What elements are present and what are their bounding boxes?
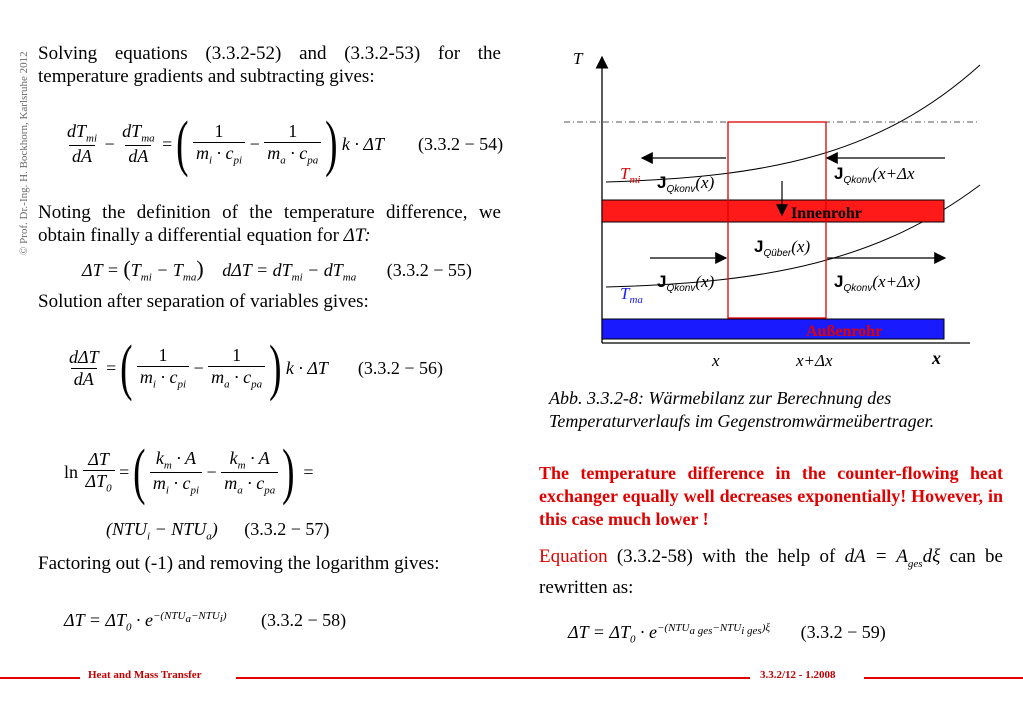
eq59-label: (3.3.2 − 59) bbox=[800, 622, 886, 642]
intro-paragraph: Solving equations (3.3.2-52) and (3.3.2-53) for the temperature gradients and subtracting gives: bbox=[38, 43, 501, 87]
tick-x: x bbox=[712, 351, 720, 370]
eq55-label: (3.3.2 − 55) bbox=[386, 260, 472, 280]
outer-pipe bbox=[602, 319, 944, 339]
eq57-label: (3.3.2 − 57) bbox=[244, 519, 330, 539]
label-j-konv-xdx-bottom: $J_{Qkonv}(x+\Delta x)$ bbox=[834, 272, 921, 294]
equation-59: $\Delta T = \Delta T_0 \cdot e^{-(NTU_{a ges}-NTU_{i ges})\xi}$ (3.3.2 − 59) bbox=[568, 622, 886, 646]
definition-paragraph: Noting the definition of the temperature difference, we obtain finally a differential equation for ΔT: bbox=[38, 202, 501, 246]
footer-line-middle bbox=[236, 677, 750, 679]
inner-pipe bbox=[602, 200, 944, 222]
conclusion-statement: The temperature difference in the counter-flowing heat exchanger equally well decreases exponentially! However, in this case much lower ! bbox=[539, 463, 1003, 529]
equation-54: $\frac{dT_{mi}}{dA}$ − $\frac{dT_{ma}}{dA}$ = ( $\frac{1}{m_i \cdot c_{pi}}$ − $\frac{1}{m_a \cdot c_{pa}}$ ) k · ΔT (3.3.2 − 54) bbox=[67, 110, 504, 178]
figure-caption: Abb. 3.3.2-8: Wärmebilanz zur Berechnung des Temperaturverlaufs im Gegenstromwärmeübertrager. bbox=[549, 388, 935, 431]
equation-58: $\Delta T = \Delta T_0 \cdot e^{-(NTU_a-NTU_i)}$ (3.3.2 − 58) bbox=[64, 610, 347, 634]
factoring-paragraph: Factoring out (-1) and removing the logarithm gives: bbox=[38, 553, 440, 574]
curve-t-mi bbox=[606, 65, 980, 182]
equation-55: $\Delta T = (T_{mi} - T_{ma}) d\Delta T = dT_{mi} - dT_{ma}$ (3.3.2 − 55) bbox=[82, 256, 472, 284]
axis-label-x: x bbox=[932, 348, 941, 368]
label-inner-pipe: Innenrohr bbox=[791, 205, 862, 222]
tick-x-dx: x+Δx bbox=[796, 351, 833, 370]
equation-57-top: ln $\frac{\Delta T}{\Delta T_0}$ = ( $\frac{k_m \cdot A}{m_i \cdot c_{pi}}$ − $\frac{k_m \cdot A}{m_a \cdot c_{pa}}$ ) = bbox=[64, 438, 314, 506]
equation-57-bottom: $(NTU_i - NTU_a) (3.3.2 - 57)$ bbox=[106, 519, 330, 543]
eq54-label: (3.3.2 − 54) bbox=[417, 133, 504, 154]
axis-label-t: T bbox=[573, 49, 583, 68]
footer-course-title: Heat and Mass Transfer bbox=[88, 669, 202, 681]
eq56-label: (3.3.2 − 56) bbox=[357, 357, 444, 378]
rewrite-paragraph: Equation (3.3.2-58) with the help of dA = $A_{ges}d\xi$ can be rewritten as: bbox=[539, 546, 1003, 598]
separation-paragraph: Solution after separation of variables gives: bbox=[38, 291, 369, 312]
label-j-uber: $J_{Qüber}(x)$ bbox=[754, 237, 811, 259]
eq58-label: (3.3.2 − 58) bbox=[261, 610, 347, 630]
footer-line-right bbox=[864, 677, 1023, 679]
equation-56: $\frac{\text{dΔT}}{dA}$ = ( $\frac{1}{m_i \cdot c_{pi}}$ − $\frac{1}{m_a \cdot c_{pa}}$ ) k · ΔT (3.3.2 − 56) bbox=[69, 334, 444, 402]
label-j-konv-xdx-top: $J_{Qkonv}(x+\Delta x$ bbox=[834, 164, 915, 186]
heat-balance-diagram bbox=[550, 45, 1020, 375]
label-j-konv-x-top: $J_{Qkonv}(x)$ bbox=[657, 173, 715, 195]
copyright-sidebar bbox=[2, 0, 30, 260]
copyright-text: © Prof. Dr.-Ing. H. Bockhorn, Karlsruhe 2012 bbox=[18, 51, 30, 255]
label-t-mi: $T_{mi}$ bbox=[620, 164, 641, 186]
footer-line-left bbox=[0, 677, 80, 679]
label-j-konv-x-bottom: $J_{Qkonv}(x)$ bbox=[657, 272, 715, 294]
label-outer-pipe: Außenrohr bbox=[806, 323, 883, 340]
footer-page-number: 3.3.2/12 - 1.2008 bbox=[760, 669, 836, 681]
label-t-ma: $T_{ma}$ bbox=[620, 284, 643, 306]
